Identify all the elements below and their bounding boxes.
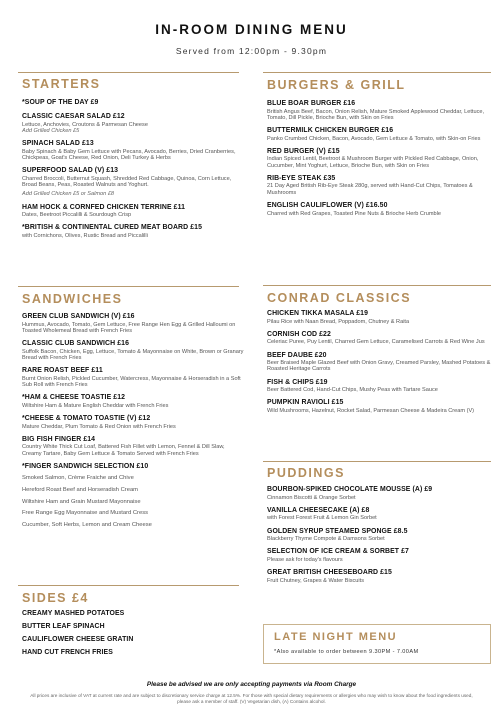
section-title-sides: SIDES £4 [22,591,89,605]
item-name: *HAM & CHEESE TOASTIE £12 [22,394,126,402]
service-hours: Served from 12:00pm - 9.30pm [175,46,328,56]
menu-item [22,113,244,134]
sides-list [22,610,244,662]
menu-item [22,394,244,409]
item-description: 21 Day Aged British Rib-Eye Steak 280g, served with Hand-Cut Chips, Tomatoes & Mushrooms [267,183,473,196]
conrad-classics-list [267,310,491,420]
item-description: Please ask for today's flavours [267,556,343,563]
late-night-menu-note: *Also available to order between 9.30PM - 7.00AM [274,649,419,655]
section-title-conrad-classics: CONRAD CLASSICS [267,291,412,305]
item-name: *CHEESE & TOMATO TOASTIE (V) £12 [22,415,151,423]
side-item: BUTTER LEAF SPINACH [22,623,105,630]
item-description: Pilau Rice with Naan Bread, Poppadom, Chutney & Raita [267,318,410,325]
item-description: British Angus Beef, Bacon, Onion Relish, Mature Smoked Applewood Cheddar, Lettuce, Tomato, Dill Pickle, Brioche Bun, with Skin on Fries [267,108,485,121]
item-description: with Cornichons, Olives, Rustic Bread and Piccalilli [22,232,148,239]
menu-item [267,548,491,563]
item-description: Beer Braised Maple Glazed Beef with Onion Gravy, Creamed Parsley, Mashed Potatoes & Roasted Heritage Carrots [267,360,491,373]
item-name: CLASSIC CLUB SANDWICH £16 [22,340,130,348]
section-title-starters: STARTERS [22,77,101,91]
late-night-menu-title: LATE NIGHT MENU [274,631,398,643]
item-description: Panko Crumbed Chicken, Bacon, Avocado, Gem Lettuce & Tomato, with Skin-on Fries [267,135,481,142]
item-description: Beer Battered Cod, Hand-Cut Chips, Mushy Peas with Tartare Sauce [267,387,438,394]
page-title: IN-ROOM DINING MENU [155,22,348,37]
section-title-puddings: PUDDINGS [267,466,345,480]
item-name: RIB-EYE STEAK £35 [267,174,336,182]
menu-item [267,100,491,121]
menu-item [267,399,491,414]
finger-sandwich-option: Hereford Roast Beef and Horseradish Cream [22,486,138,493]
section-title-sandwiches: SANDWICHES [22,292,123,306]
item-name: BLUE BOAR BURGER £16 [267,100,356,107]
menu-item [22,436,244,457]
side-item: CREAMY MASHED POTATOES [22,610,125,617]
item-name: *BRITISH & CONTINENTAL CURED MEAT BOARD £15 [22,224,203,232]
menu-item [267,352,491,373]
menu-item [267,569,491,584]
item-name: PUMPKIN RAVIOLI £15 [267,399,344,407]
item-description: Blackberry Thyme Compote & Damsons Sorbet [267,536,385,543]
item-description: Charred with Red Grapes, Toasted Pine Nuts & Brioche Herb Crumble [267,210,442,217]
item-name: GREEN CLUB SANDWICH (V) £16 [22,313,135,320]
item-description: Fruit Chutney, Grapes & Water Biscuits [267,577,364,584]
item-name: *SOUP OF THE DAY £9 [22,99,99,106]
menu-item [22,224,244,239]
puddings-list [267,486,491,590]
burgers-list [267,100,491,223]
finger-sandwich-option: Wiltshire Ham and Grain Mustard Mayonnaise [22,498,141,505]
item-name: BEEF DAUBE £20 [267,351,327,359]
item-description: Lettuce, Anchovies, Croutons & Parmesan Cheese [22,121,148,128]
item-description: Wiltshire Ham & Mature English Cheddar with French Fries [22,402,169,409]
item-description: Hummus, Avocado, Tomato, Gem Lettuce, Free Range Hen Egg & Grilled Halloumi on Toasted Wholemeal Bread with French Fries [22,321,236,334]
menu-item [22,313,244,334]
sandwiches-list [22,313,244,534]
item-name: RARE ROAST BEEF £11 [22,367,103,375]
item-name: HAM HOCK & CORNFED CHICKEN TERRINE £11 [22,203,186,211]
menu-item [22,140,244,161]
item-name: GOLDEN SYRUP STEAMED SPONGE £8.5 [267,527,408,535]
item-name: BUTTERMILK CHICKEN BURGER £16 [267,127,394,135]
starters-list [22,99,244,245]
menu-item [22,167,244,197]
divider [263,461,491,462]
menu-item [267,507,491,522]
divider [18,286,239,287]
menu-item [22,204,244,219]
menu-item [267,486,491,501]
menu-item [267,127,491,142]
menu-item [22,415,244,430]
item-description: Mature Cheddar, Plum Tomato & Red Onion with French Fries [22,423,176,430]
item-description: with Forest Forest Fruit & Lemon Gin Sorbet [267,515,377,522]
menu-item [267,331,491,346]
item-description: Burnt Onion Relish, Pickled Cucumber, Watercress, Mayonnaise & Horseradish in a Soft Sub Roll with French Fries [22,375,241,388]
item-name: GREAT BRITISH CHEESEBOARD £15 [267,569,392,577]
divider [18,585,239,586]
menu-item [22,463,244,471]
side-item: HAND CUT FRENCH FRIES [22,649,113,656]
item-description: Charred Broccoli, Butternut Squash, Shredded Red Cabbage, Quinoa, Corn Lettuce, Broad Beans, Peas, Roasted Walnuts and Yoghurt. [22,175,232,188]
menu-item [267,202,491,217]
item-name: CLASSIC CAESAR SALAD £12 [22,113,125,120]
item-name: VANILLA CHEESECAKE (A) £8 [267,506,370,514]
item-description: Country White Thick Cut Loaf, Battered Fish Fillet with Lemon, Fennel & Dill Slaw, Creamy Tartare, Baby Gem Lettuce & Tomato Served with French Fries [22,444,225,457]
menu-item [22,367,244,388]
item-description: Celeriac Puree, Puy Lentil, Charred Gem Lettuce, Caramelised Carrots & Red Wine Jus [267,339,485,346]
menu-item [22,99,244,107]
divider [263,285,491,286]
divider [263,72,491,73]
item-name: CORNISH COD £22 [267,330,331,338]
item-name: SELECTION OF ICE CREAM & SORBET £7 [267,548,409,556]
item-name: SPINACH SALAD £13 [22,140,94,148]
menu-item [267,379,491,394]
menu-item [267,310,491,325]
item-addon: Add Grilled Chicken £5 or Salmon £8 [22,191,115,198]
item-description: Baby Spinach & Baby Gem Lettuce with Pecans, Avocado, Berries, Dried Cranberries, Chickpeas, Goat's Cheese, Red Onion, Deli Turkey & Herbs [22,148,236,161]
payment-advisory: Please be advised we are only accepting payments via Room Charge [146,681,357,688]
item-name: ENGLISH CAULIFLOWER (V) £16.50 [267,202,388,210]
menu-item [22,340,244,361]
item-description: Cinnamon Biscotti & Orange Sorbet [267,494,356,501]
menu-item [267,528,491,543]
item-name: SUPERFOOD SALAD (V) £13 [22,167,119,175]
item-description: Wild Mushrooms, Hazelnut, Rocket Salad, Parmesan Cheese & Madeira Cream (V) [267,407,475,414]
item-name: BOURBON-SPIKED CHOCOLATE MOUSSE (A) £9 [267,486,433,493]
menu-item [267,175,491,196]
item-name: RED BURGER (V) £15 [267,147,340,155]
item-name: BIG FISH FINGER £14 [22,435,96,443]
item-name: *FINGER SANDWICH SELECTION £10 [22,462,149,470]
finger-sandwich-option: Free Range Egg Mayonnaise and Mustard Cress [22,510,148,517]
item-description: Indian Spiced Lentil, Beetroot & Mushroom Burger with Pickled Red Cabbage, Onion, Cucumber, Mint Yoghurt, Lettuce, Brioche Bun, with Skin on Fries [267,156,479,169]
item-description: Suffolk Bacon, Chicken, Egg, Lettuce, Tomato & Mayonnaise on White, Brown or Granary Bread with French Fries [22,348,244,361]
item-description: Dates, Beetroot Piccalilli & Sourdough Crisp [22,212,132,219]
item-name: CHICKEN TIKKA MASALA £19 [267,310,369,317]
finger-sandwich-option: Cucumber, Soft Herbs, Lemon and Cream Cheese [22,522,152,529]
finger-sandwich-option: Smoked Salmon, Crème Fraiche and Chive [22,474,134,481]
item-name: FISH & CHIPS £19 [267,378,328,386]
late-night-menu-box [263,624,491,664]
divider [18,72,239,73]
menu-item [267,148,491,169]
side-item: CAULIFLOWER CHEESE GRATIN [22,636,134,643]
section-title-burgers: BURGERS & GRILL [267,78,406,92]
small-print: All prices are inclusive of VAT at current rate and are subject to discretionary service charge at 12.5%. For those with special dietary requirements or allergies who may wish to know about the food ingredients used, please ask a member of staff. (V) Vegetarian dish, (A) Contains alcohol. [30,693,473,704]
item-addon: Add Grilled Chicken £5 [22,127,80,134]
